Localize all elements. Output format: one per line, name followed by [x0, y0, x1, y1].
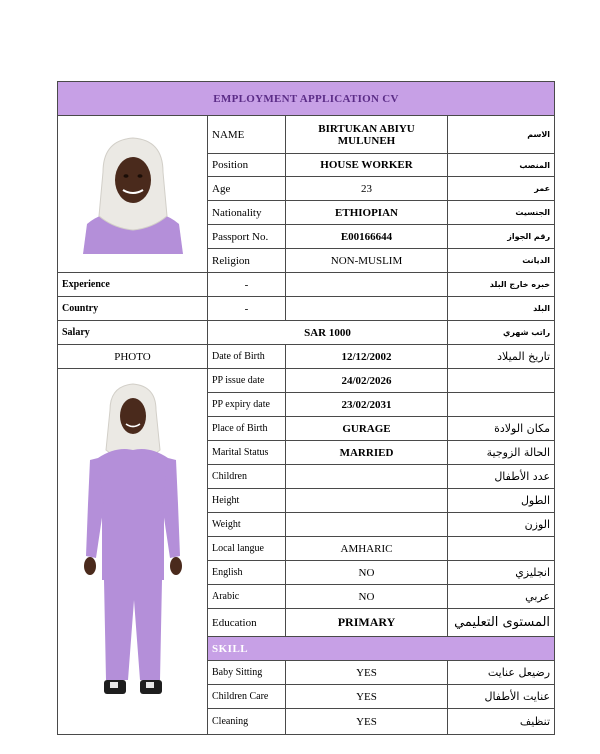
weight-ar: الوزن — [448, 513, 555, 537]
name-value: BIRTUKAN ABIYU MULUNEH — [286, 116, 448, 154]
cleaning-label: Cleaning — [208, 709, 286, 735]
weight-label: Weight — [208, 513, 286, 537]
fullbody-photo — [68, 380, 198, 720]
religion-ar: الديانت — [448, 249, 555, 273]
name-ar: الاسم — [448, 116, 555, 154]
salary-label: Salary — [58, 321, 208, 345]
dob-value: 12/12/2002 — [286, 345, 448, 369]
fullbody-photo-cell — [58, 369, 208, 735]
education-label: Education — [208, 609, 286, 637]
nationality-label: Nationality — [208, 201, 286, 225]
pp-issue-ar — [448, 369, 555, 393]
pob-value: GURAGE — [286, 417, 448, 441]
baby-sitting-value: YES — [286, 661, 448, 685]
children-label: Children — [208, 465, 286, 489]
baby-sitting-label: Baby Sitting — [208, 661, 286, 685]
country-value: - — [208, 297, 286, 321]
cleaning-value: YES — [286, 709, 448, 735]
experience-blank — [286, 273, 448, 297]
age-label: Age — [208, 177, 286, 201]
local-language-ar — [448, 537, 555, 561]
marital-ar: الحالة الزوجية — [448, 441, 555, 465]
marital-value: MARRIED — [286, 441, 448, 465]
country-label: Country — [58, 297, 208, 321]
pp-expiry-value: 23/02/2031 — [286, 393, 448, 417]
salary-ar: راتب شهري — [448, 321, 555, 345]
education-value: PRIMARY — [286, 609, 448, 637]
local-language-value: AMHARIC — [286, 537, 448, 561]
pob-ar: مكان الولادة — [448, 417, 555, 441]
salary-value: SAR 1000 — [208, 321, 448, 345]
country-ar: البلد — [448, 297, 555, 321]
height-value — [286, 489, 448, 513]
education-ar: المستوى التعليمي — [448, 609, 555, 637]
children-care-label: Children Care — [208, 685, 286, 709]
name-label: NAME — [208, 116, 286, 154]
arabic-value: NO — [286, 585, 448, 609]
experience-ar: خبره خارج البلد — [448, 273, 555, 297]
marital-label: Marital Status — [208, 441, 286, 465]
passport-value: E00166644 — [286, 225, 448, 249]
religion-value: NON-MUSLIM — [286, 249, 448, 273]
experience-label: Experience — [58, 273, 208, 297]
position-value: HOUSE WORKER — [286, 154, 448, 177]
experience-value: - — [208, 273, 286, 297]
pp-issue-label: PP issue date — [208, 369, 286, 393]
children-care-ar: عنايت الأطفال — [448, 685, 555, 709]
nationality-value: ETHIOPIAN — [286, 201, 448, 225]
nationality-ar: الجنسيت — [448, 201, 555, 225]
baby-sitting-ar: رضيعل عنايت — [448, 661, 555, 685]
skill-header: SKILL — [208, 637, 555, 661]
headshot-photo-cell — [58, 116, 208, 273]
pp-expiry-label: PP expiry date — [208, 393, 286, 417]
cleaning-ar: تنظيف — [448, 709, 555, 735]
photo-label: PHOTO — [58, 345, 208, 369]
age-ar: عمر — [448, 177, 555, 201]
pob-label: Place of Birth — [208, 417, 286, 441]
children-value — [286, 465, 448, 489]
english-ar: انجليزي — [448, 561, 555, 585]
age-value: 23 — [286, 177, 448, 201]
cv-title: EMPLOYMENT APPLICATION CV — [58, 82, 555, 116]
local-language-label: Local langue — [208, 537, 286, 561]
children-ar: عدد الأطفال — [448, 465, 555, 489]
english-value: NO — [286, 561, 448, 585]
country-blank — [286, 297, 448, 321]
dob-label: Date of Birth — [208, 345, 286, 369]
religion-label: Religion — [208, 249, 286, 273]
dob-ar: تاريخ الميلاد — [448, 345, 555, 369]
pp-issue-value: 24/02/2026 — [286, 369, 448, 393]
headshot-photo — [73, 132, 193, 254]
position-ar: المنصب — [448, 154, 555, 177]
arabic-label: Arabic — [208, 585, 286, 609]
position-label: Position — [208, 154, 286, 177]
english-label: English — [208, 561, 286, 585]
passport-label: Passport No. — [208, 225, 286, 249]
weight-value — [286, 513, 448, 537]
cv-table — [57, 81, 555, 735]
passport-ar: رقم الجواز — [448, 225, 555, 249]
height-ar: الطول — [448, 489, 555, 513]
pp-expiry-ar — [448, 393, 555, 417]
arabic-ar: عربي — [448, 585, 555, 609]
height-label: Height — [208, 489, 286, 513]
children-care-value: YES — [286, 685, 448, 709]
